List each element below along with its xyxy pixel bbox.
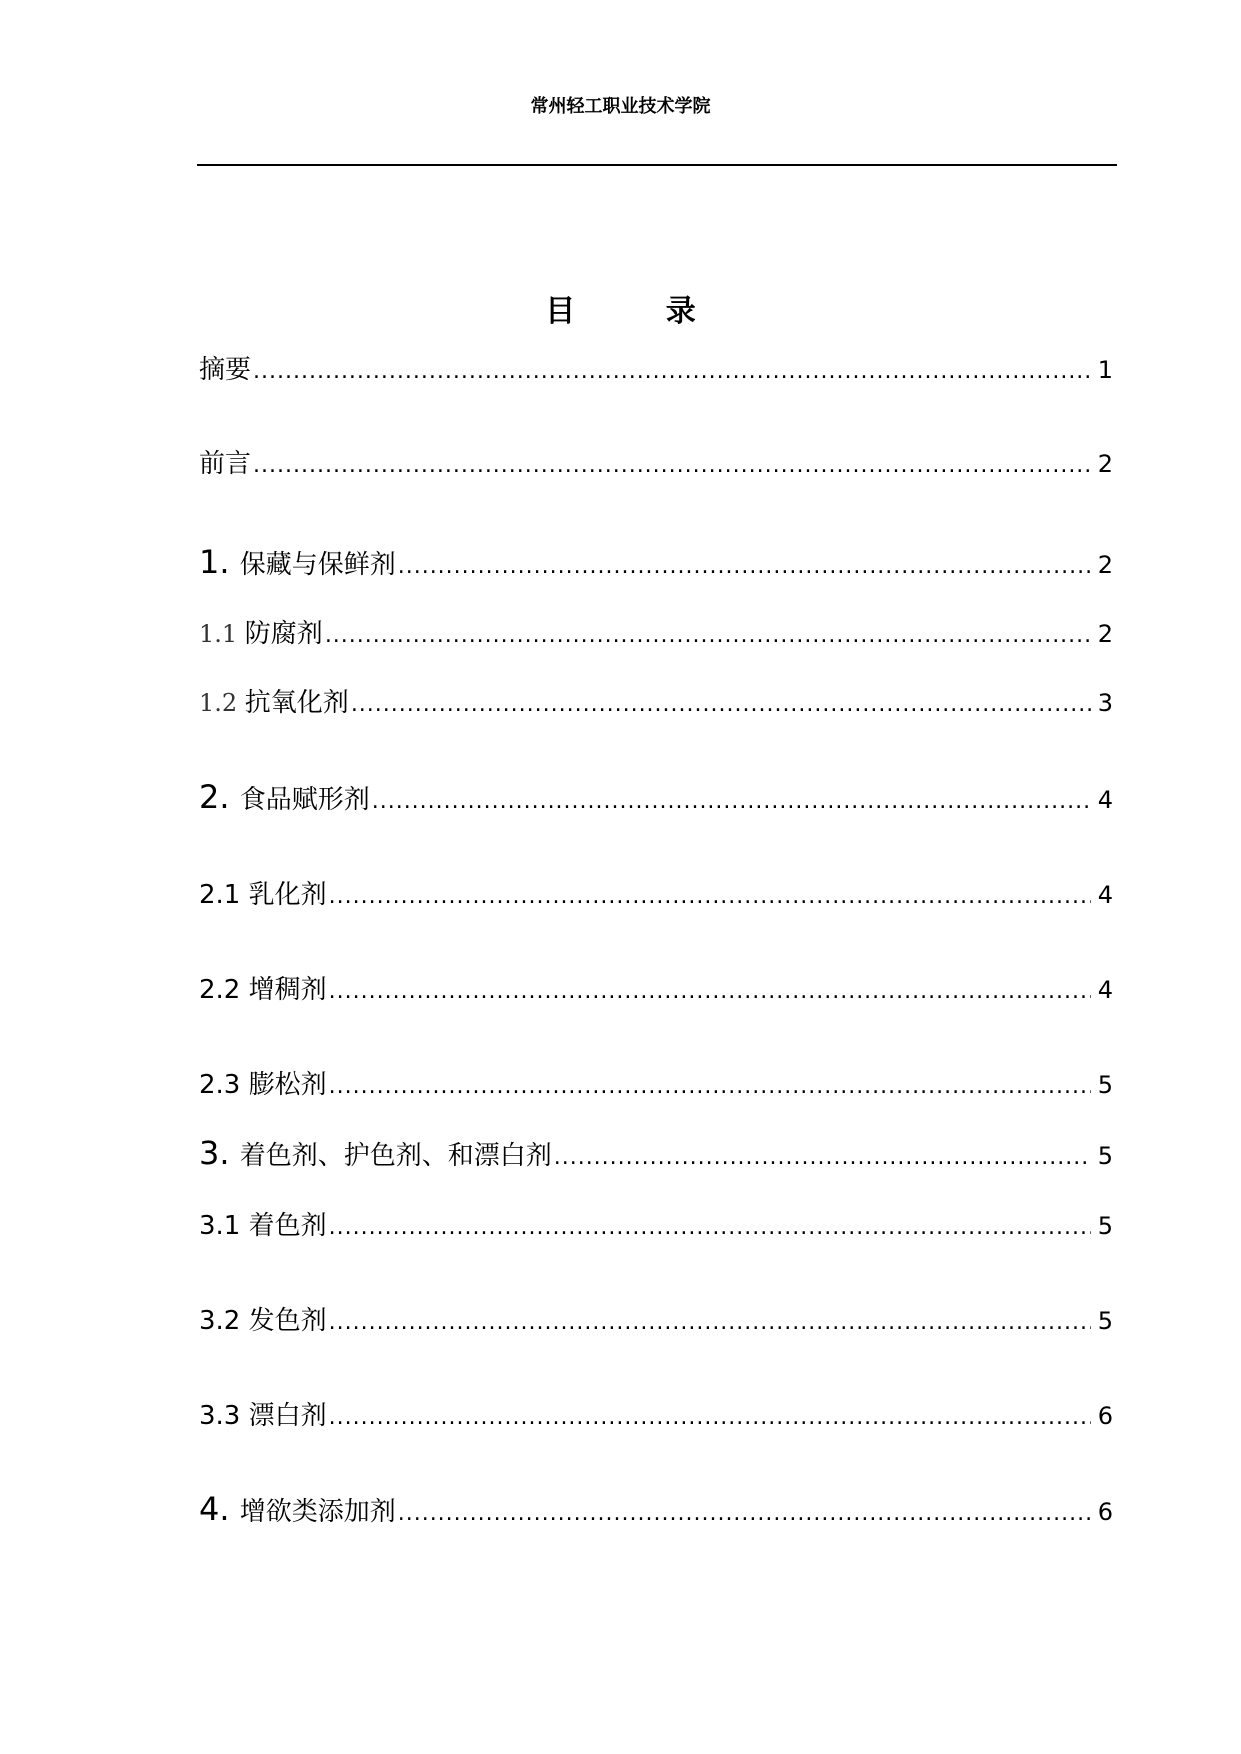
toc-entry-page: 6 [1097, 1498, 1113, 1526]
toc-entry-label: 增欲类添加剂 [239, 1497, 396, 1527]
toc-dot-leader [554, 1138, 1091, 1164]
toc-entry-label: 前言 [199, 449, 252, 479]
toc-entry-number: 3.2 [199, 1306, 249, 1336]
toc-dot-leader [398, 547, 1091, 573]
toc-entry-page: 4 [1097, 976, 1113, 1004]
toc-entry-page: 2 [1097, 620, 1113, 648]
toc-dot-leader [329, 972, 1091, 998]
toc-entry-number: 3.3 [199, 1401, 249, 1431]
toc-entry-section-2[interactable] [199, 778, 1113, 818]
toc-dot-leader [329, 1398, 1091, 1424]
toc-entry-label: 发色剂 [248, 1306, 327, 1336]
toc-entry-section-3-3[interactable] [199, 1395, 1113, 1435]
toc-entry-section-2-3[interactable] [199, 1064, 1113, 1104]
toc-entry-section-4[interactable] [199, 1490, 1113, 1530]
toc-entry-page: 3 [1097, 689, 1113, 717]
header-divider [197, 164, 1117, 166]
toc-entry-section-1[interactable] [199, 543, 1113, 583]
toc-entry-label: 膨松剂 [248, 1070, 327, 1100]
toc-dot-leader [253, 352, 1091, 378]
toc-entry-number: 2.3 [199, 1070, 249, 1100]
toc-dot-leader [351, 685, 1091, 711]
page-header-institution: 常州轻工职业技术学院 [530, 96, 711, 117]
toc-title: 目 录 [545, 294, 736, 329]
toc-dot-leader [329, 877, 1091, 903]
toc-entry-page: 5 [1097, 1307, 1113, 1335]
toc-entry-page: 1 [1097, 356, 1113, 384]
toc-entry-label: 乳化剂 [248, 880, 327, 910]
toc-dot-leader [325, 616, 1091, 642]
toc-entry-section-1-1[interactable] [199, 613, 1113, 653]
toc-entry-number: 2.2 [199, 975, 249, 1005]
toc-entry-label: 漂白剂 [248, 1401, 327, 1431]
toc-dot-leader [398, 1494, 1091, 1520]
toc-entry-number: 3. [199, 1134, 240, 1172]
toc-dot-leader [329, 1208, 1091, 1234]
toc-entry-section-1-2[interactable] [199, 682, 1113, 722]
toc-entry-page: 5 [1097, 1071, 1113, 1099]
toc-entry-number: 1.2 [199, 689, 245, 717]
toc-entry-page: 4 [1097, 881, 1113, 909]
toc-entry-number: 2. [199, 778, 240, 816]
toc-entry-abstract[interactable] [199, 349, 1113, 389]
toc-entry-section-2-1[interactable] [199, 874, 1113, 914]
toc-entry-label: 着色剂、护色剂、和漂白剂 [239, 1141, 552, 1171]
toc-entry-page: 5 [1097, 1142, 1113, 1170]
toc-entry-section-3[interactable] [199, 1134, 1113, 1174]
toc-entry-number: 1. [199, 543, 240, 581]
toc-entry-preface[interactable] [199, 443, 1113, 483]
toc-entry-label: 食品赋形剂 [239, 785, 370, 815]
toc-entry-label: 抗氧化剂 [244, 688, 349, 718]
toc-entry-page: 5 [1097, 1212, 1113, 1240]
toc-dot-leader [253, 446, 1091, 472]
toc-entry-label: 着色剂 [248, 1211, 327, 1241]
toc-dot-leader [372, 782, 1091, 808]
toc-entry-number: 4. [199, 1490, 240, 1528]
toc-entry-label: 防腐剂 [244, 619, 323, 649]
toc-entry-label: 保藏与保鲜剂 [239, 550, 396, 580]
toc-entry-page: 6 [1097, 1402, 1113, 1430]
toc-entry-section-2-2[interactable] [199, 969, 1113, 1009]
toc-entry-number: 1.1 [199, 620, 245, 648]
toc-entry-page: 2 [1097, 450, 1113, 478]
toc-entry-number: 3.1 [199, 1211, 249, 1241]
toc-dot-leader [329, 1303, 1091, 1329]
toc-entry-number: 2.1 [199, 880, 249, 910]
toc-entry-section-3-2[interactable] [199, 1300, 1113, 1340]
toc-entry-page: 2 [1097, 551, 1113, 579]
toc-entry-label: 增稠剂 [248, 975, 327, 1005]
toc-dot-leader [329, 1067, 1091, 1093]
toc-entry-label: 摘要 [199, 355, 252, 385]
toc-entry-page: 4 [1097, 786, 1113, 814]
toc-entry-section-3-1[interactable] [199, 1205, 1113, 1245]
